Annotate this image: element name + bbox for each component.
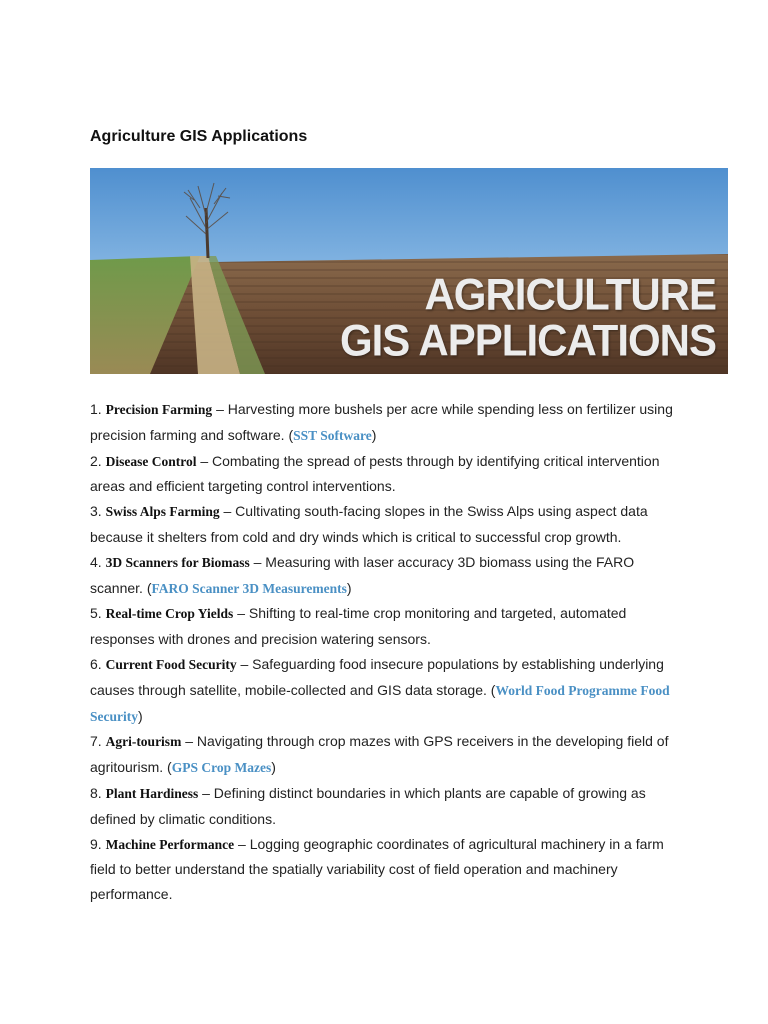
list-item: 8. Plant Hardiness – Defining distinct boundaries in which plants are capable of growing as defined by climatic conditions.	[90, 784, 646, 827]
gps-crop-mazes-link[interactable]: GPS Crop Mazes	[171, 760, 272, 776]
list-item: 5. Real-time Crop Yields – Shifting to real-time crop monitoring and targeted, automated responses with drones and precision watering sensors.	[90, 605, 627, 648]
item-term: Real-time Crop Yields	[105, 606, 234, 622]
item-term: Precision Farming	[105, 402, 213, 417]
page-title: Agriculture GIS Applications	[90, 128, 308, 145]
list-item: 1. Precision Farming – Harvesting more bushels per acre while spending less on fertilizer using precision farming and software. (SST Software)	[90, 401, 673, 443]
list-item: 7. Agri-tourism – Navigating through crop mazes with GPS receivers in the developing field of agritourism. (GPS Crop Mazes)	[90, 733, 669, 776]
item-term: Swiss Alps Farming	[105, 504, 220, 520]
list-item: 2. Disease Control – Combating the spread of pests through by identifying critical intervention areas and efficient targeting control interventions.	[90, 452, 660, 495]
list-item: 9. Machine Performance – Logging geographic coordinates of agricultural machinery in a farm field to better understand the spatially variability cost of field operation and machinery performance.	[90, 835, 664, 903]
list-item: 6. Current Food Security – Safeguarding food insecure populations by establishing underlying causes through satellite, mobile-collected and GIS data storage. (World Food Programme Food Security)	[90, 655, 670, 724]
list-item: 3. Swiss Alps Farming – Cultivating south-facing slopes in the Swiss Alps using aspect data because it shelters from cold and dry winds which is critical to successful crop growth.	[90, 503, 648, 545]
applications-list	[90, 397, 690, 907]
list-item: 4. 3D Scanners for Biomass – Measuring with laser accuracy 3D biomass using the FARO scanner. (FARO Scanner 3D Measurements)	[90, 553, 635, 596]
hero-heading-line1: AGRICULTURE	[424, 269, 716, 320]
sst-software-link[interactable]: SST Software	[293, 427, 372, 443]
hero-image	[90, 168, 728, 374]
faro-scanner-link[interactable]: FARO Scanner 3D Measurements	[151, 580, 347, 596]
item-term: Agri-tourism	[105, 734, 182, 750]
world-food-programme-link[interactable]: World Food Programme Food Security	[90, 682, 670, 724]
item-term: Machine Performance	[105, 836, 235, 852]
item-term: Disease Control	[105, 453, 197, 469]
item-term: Current Food Security	[105, 656, 237, 672]
item-term: 3D Scanners for Biomass	[105, 554, 250, 570]
hero-heading-line2: GIS APPLICATIONS	[339, 315, 716, 366]
item-term: Plant Hardiness	[105, 785, 199, 801]
